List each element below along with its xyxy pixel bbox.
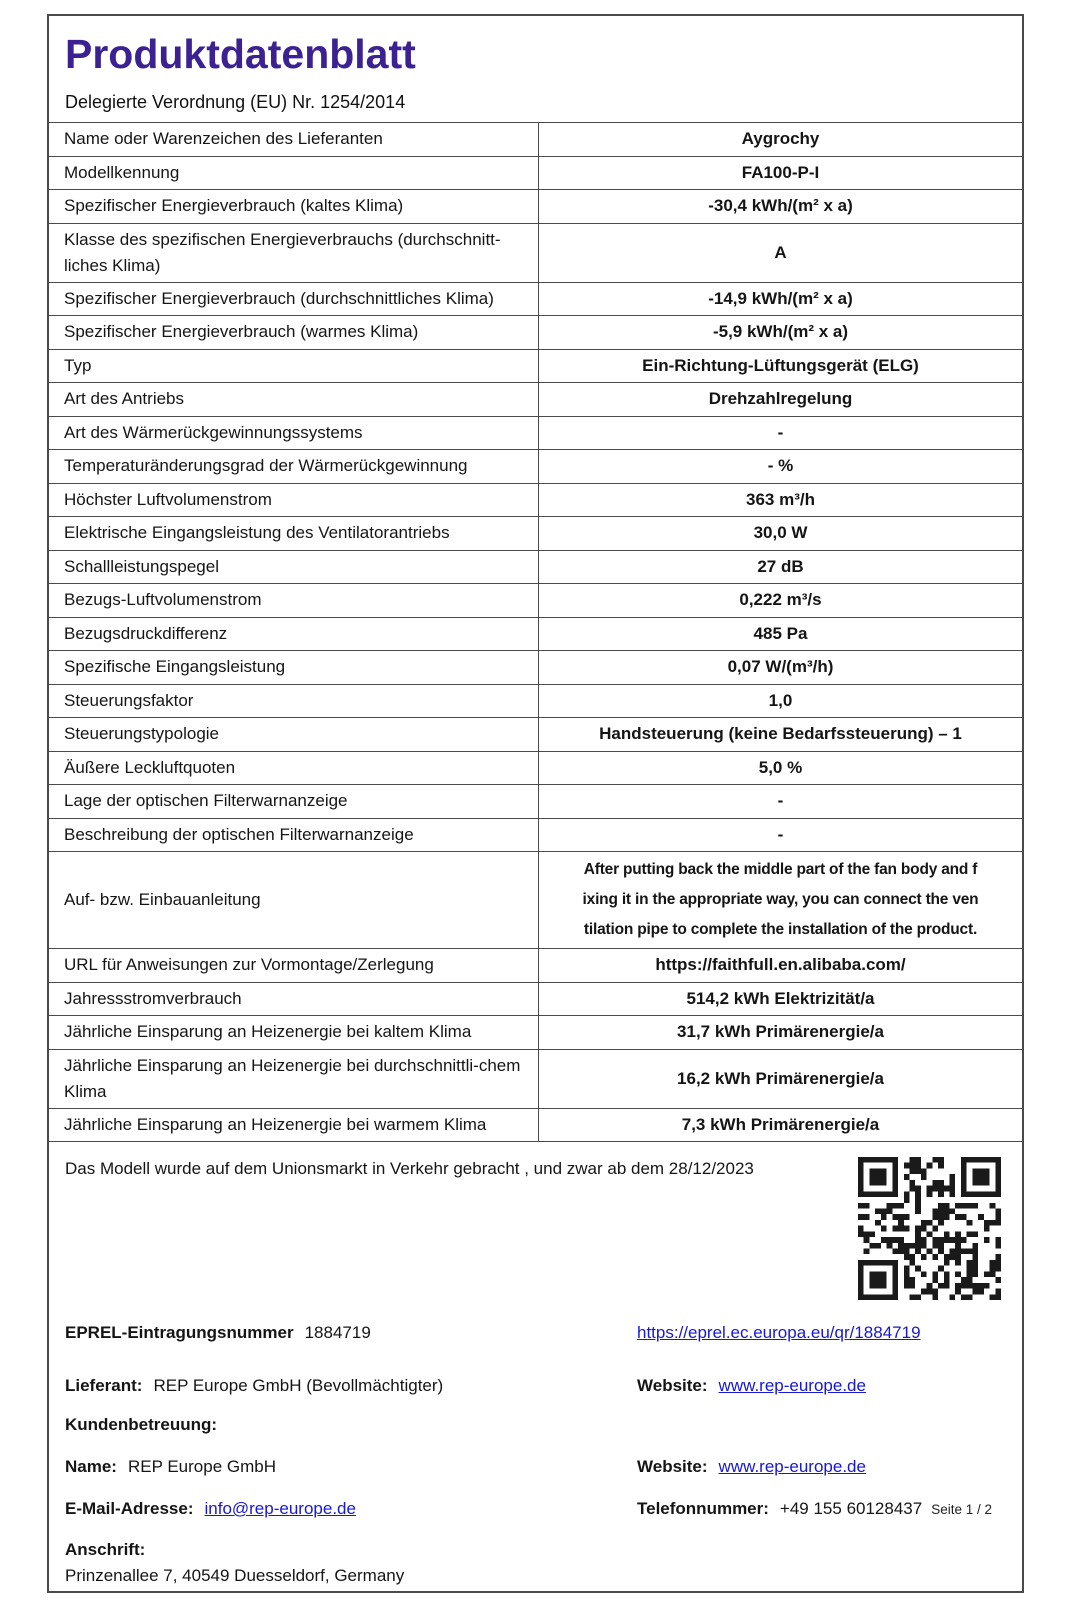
qr-code-icon xyxy=(858,1157,1001,1300)
row-label: Name oder Warenzeichen des Lieferanten xyxy=(64,129,383,149)
row-value: -14,9 kWh/(m² x a) xyxy=(538,283,1022,316)
page-title: Produktdatenblatt xyxy=(65,31,416,77)
email-label: E-Mail-Adresse: xyxy=(65,1499,194,1518)
row-value: 16,2 kWh Primärenergie/a xyxy=(538,1050,1022,1108)
row-label: Modellkennung xyxy=(64,162,180,182)
table-row xyxy=(49,983,1022,1017)
row-label: Höchster Luftvolumenstrom xyxy=(64,489,272,509)
row-value: - % xyxy=(538,450,1022,483)
row-value: - xyxy=(538,417,1022,450)
row-label: Art des Wärmerückgewinnungssystems xyxy=(64,422,363,442)
row-value: 5,0 % xyxy=(538,752,1022,785)
row-value: 0,222 m³/s xyxy=(538,584,1022,617)
row-value: 1,0 xyxy=(538,685,1022,718)
row-value: 485 Pa xyxy=(538,618,1022,651)
email-link[interactable]: info@rep-europe.de xyxy=(204,1499,356,1518)
table-row xyxy=(49,785,1022,819)
document-header xyxy=(49,16,1022,123)
customer-service-label: Kundenbetreuung: xyxy=(65,1415,218,1434)
eprel-label: EPREL-Eintragungsnummer xyxy=(65,1323,294,1342)
row-label: Steuerungstypologie xyxy=(64,724,220,744)
table-row xyxy=(49,383,1022,417)
address-label-row xyxy=(65,1539,1006,1561)
eprel-row xyxy=(65,1322,1006,1344)
table-row xyxy=(49,685,1022,719)
row-label: Klasse des spezifischen Energieverbrauchs (durchschnitt-liches Klima) xyxy=(64,229,501,275)
table-row xyxy=(49,551,1022,585)
row-label: Bezugs-Luftvolumenstrom xyxy=(64,590,262,610)
supplier-value: REP Europe GmbH (Bevollmächtigter) xyxy=(153,1376,444,1395)
row-label: Jährliche Einsparung an Heizenergie bei warmem Klima xyxy=(64,1114,487,1134)
table-row xyxy=(49,584,1022,618)
row-value: 27 dB xyxy=(538,551,1022,584)
contact-website-link[interactable]: www.rep-europe.de xyxy=(718,1457,866,1476)
table-row xyxy=(49,1016,1022,1050)
document-frame xyxy=(47,14,1024,1593)
table-row xyxy=(49,1109,1022,1143)
table-row xyxy=(49,190,1022,224)
row-label: Typ xyxy=(64,355,92,375)
row-label: Art des Antriebs xyxy=(64,389,185,409)
spec-table xyxy=(49,123,1022,1142)
table-row xyxy=(49,484,1022,518)
address-label: Anschrift: xyxy=(65,1540,146,1559)
table-row xyxy=(49,1050,1022,1109)
website-label: Website: xyxy=(637,1457,708,1476)
table-row xyxy=(49,819,1022,853)
row-value: 363 m³/h xyxy=(538,484,1022,517)
table-row xyxy=(49,718,1022,752)
name-label: Name: xyxy=(65,1457,117,1476)
row-label: Spezifischer Energieverbrauch (kaltes Klima) xyxy=(64,196,404,216)
table-row xyxy=(49,517,1022,551)
row-label: Jährliche Einsparung an Heizenergie bei kaltem Klima xyxy=(64,1022,472,1042)
table-row xyxy=(49,450,1022,484)
eprel-number: 1884719 xyxy=(304,1323,371,1342)
row-value: FA100-P-I xyxy=(538,157,1022,190)
contact-name-row xyxy=(65,1456,1006,1478)
row-label: Jährliche Einsparung an Heizenergie bei durchschnittli-chem Klima xyxy=(64,1055,521,1101)
row-label: Bezugsdruckdifferenz xyxy=(64,623,228,643)
row-value: Handsteuerung (keine Bedarfssteuerung) – 1 xyxy=(538,718,1022,751)
row-value: 31,7 kWh Primärenergie/a xyxy=(538,1016,1022,1049)
table-row xyxy=(49,283,1022,317)
page-indicator: Seite 1 / 2 xyxy=(931,1502,993,1517)
table-row xyxy=(49,350,1022,384)
table-row xyxy=(49,949,1022,983)
document-footer xyxy=(49,1142,1022,1591)
row-value: -5,9 kWh/(m² x a) xyxy=(538,316,1022,349)
row-value: Drehzahlregelung xyxy=(538,383,1022,416)
phone-label: Telefonnummer: xyxy=(637,1499,769,1518)
supplier-row xyxy=(65,1375,1006,1397)
row-label: Äußere Leckluftquoten xyxy=(64,757,236,777)
market-row xyxy=(65,1150,1006,1300)
row-label: Auf- bzw. Einbauanleitung xyxy=(64,890,261,909)
table-row xyxy=(49,316,1022,350)
table-row xyxy=(49,157,1022,191)
row-value: - xyxy=(538,785,1022,818)
row-label: Jahressstromverbrauch xyxy=(64,988,242,1008)
row-label: URL für Anweisungen zur Vormontage/Zerlegung xyxy=(64,955,434,975)
row-label: Spezifischer Energieverbrauch (durchschnittliches Klima) xyxy=(64,288,494,308)
row-value: A xyxy=(538,224,1022,282)
row-label: Steuerungsfaktor xyxy=(64,690,194,710)
eprel-qr-link[interactable]: https://eprel.ec.europa.eu/qr/1884719 xyxy=(637,1323,921,1342)
table-row xyxy=(49,651,1022,685)
row-label: Lage der optischen Filterwarnanzeige xyxy=(64,791,348,811)
name-value: REP Europe GmbH xyxy=(127,1457,276,1476)
market-statement: Das Modell wurde auf dem Unionsmarkt in Verkehr gebracht , und zwar ab dem 28/12/2023 xyxy=(65,1159,754,1178)
customer-service-row xyxy=(65,1414,1006,1436)
row-value: Ein-Richtung-Lüftungsgerät (ELG) xyxy=(538,350,1022,383)
row-value: -30,4 kWh/(m² x a) xyxy=(538,190,1022,223)
table-row xyxy=(49,618,1022,652)
row-value: 7,3 kWh Primärenergie/a xyxy=(538,1109,1022,1142)
row-value: Aygrochy xyxy=(538,123,1022,156)
row-label: Beschreibung der optischen Filterwarnanzeige xyxy=(64,824,414,844)
row-value: After putting back the middle part of the fan body and f ixing it in the appropriate way, you can connect the ven tilation pipe to complete the installation of the product. xyxy=(538,852,1022,948)
table-row xyxy=(49,123,1022,157)
row-value: - xyxy=(538,819,1022,852)
table-row xyxy=(49,224,1022,283)
website-label: Website: xyxy=(637,1376,708,1395)
supplier-website-link[interactable]: www.rep-europe.de xyxy=(718,1376,866,1395)
row-value: 0,07 W/(m³/h) xyxy=(538,651,1022,684)
table-row xyxy=(49,752,1022,786)
address-line: Prinzenallee 7, 40549 Duesseldorf, Germany xyxy=(65,1566,405,1585)
table-row xyxy=(49,852,1022,949)
row-value: 514,2 kWh Elektrizität/a xyxy=(538,983,1022,1016)
row-value: https://faithfull.en.alibaba.com/ xyxy=(538,949,1022,982)
regulation-subtitle: Delegierte Verordnung (EU) Nr. 1254/2014 xyxy=(65,92,406,112)
row-label: Spezifische Eingangsleistung xyxy=(64,657,286,677)
row-label: Schallleistungspegel xyxy=(64,556,219,576)
email-row xyxy=(65,1498,1006,1521)
supplier-label: Lieferant: xyxy=(65,1376,143,1395)
phone-number: +49 155 60128437 xyxy=(779,1499,923,1518)
row-value: 30,0 W xyxy=(538,517,1022,550)
row-label: Temperaturänderungsgrad der Wärmerückgewinnung xyxy=(64,456,468,476)
row-label: Elektrische Eingangsleistung des Ventilatorantriebs xyxy=(64,523,450,543)
table-row xyxy=(49,417,1022,451)
row-label: Spezifischer Energieverbrauch (warmes Klima) xyxy=(64,322,419,342)
